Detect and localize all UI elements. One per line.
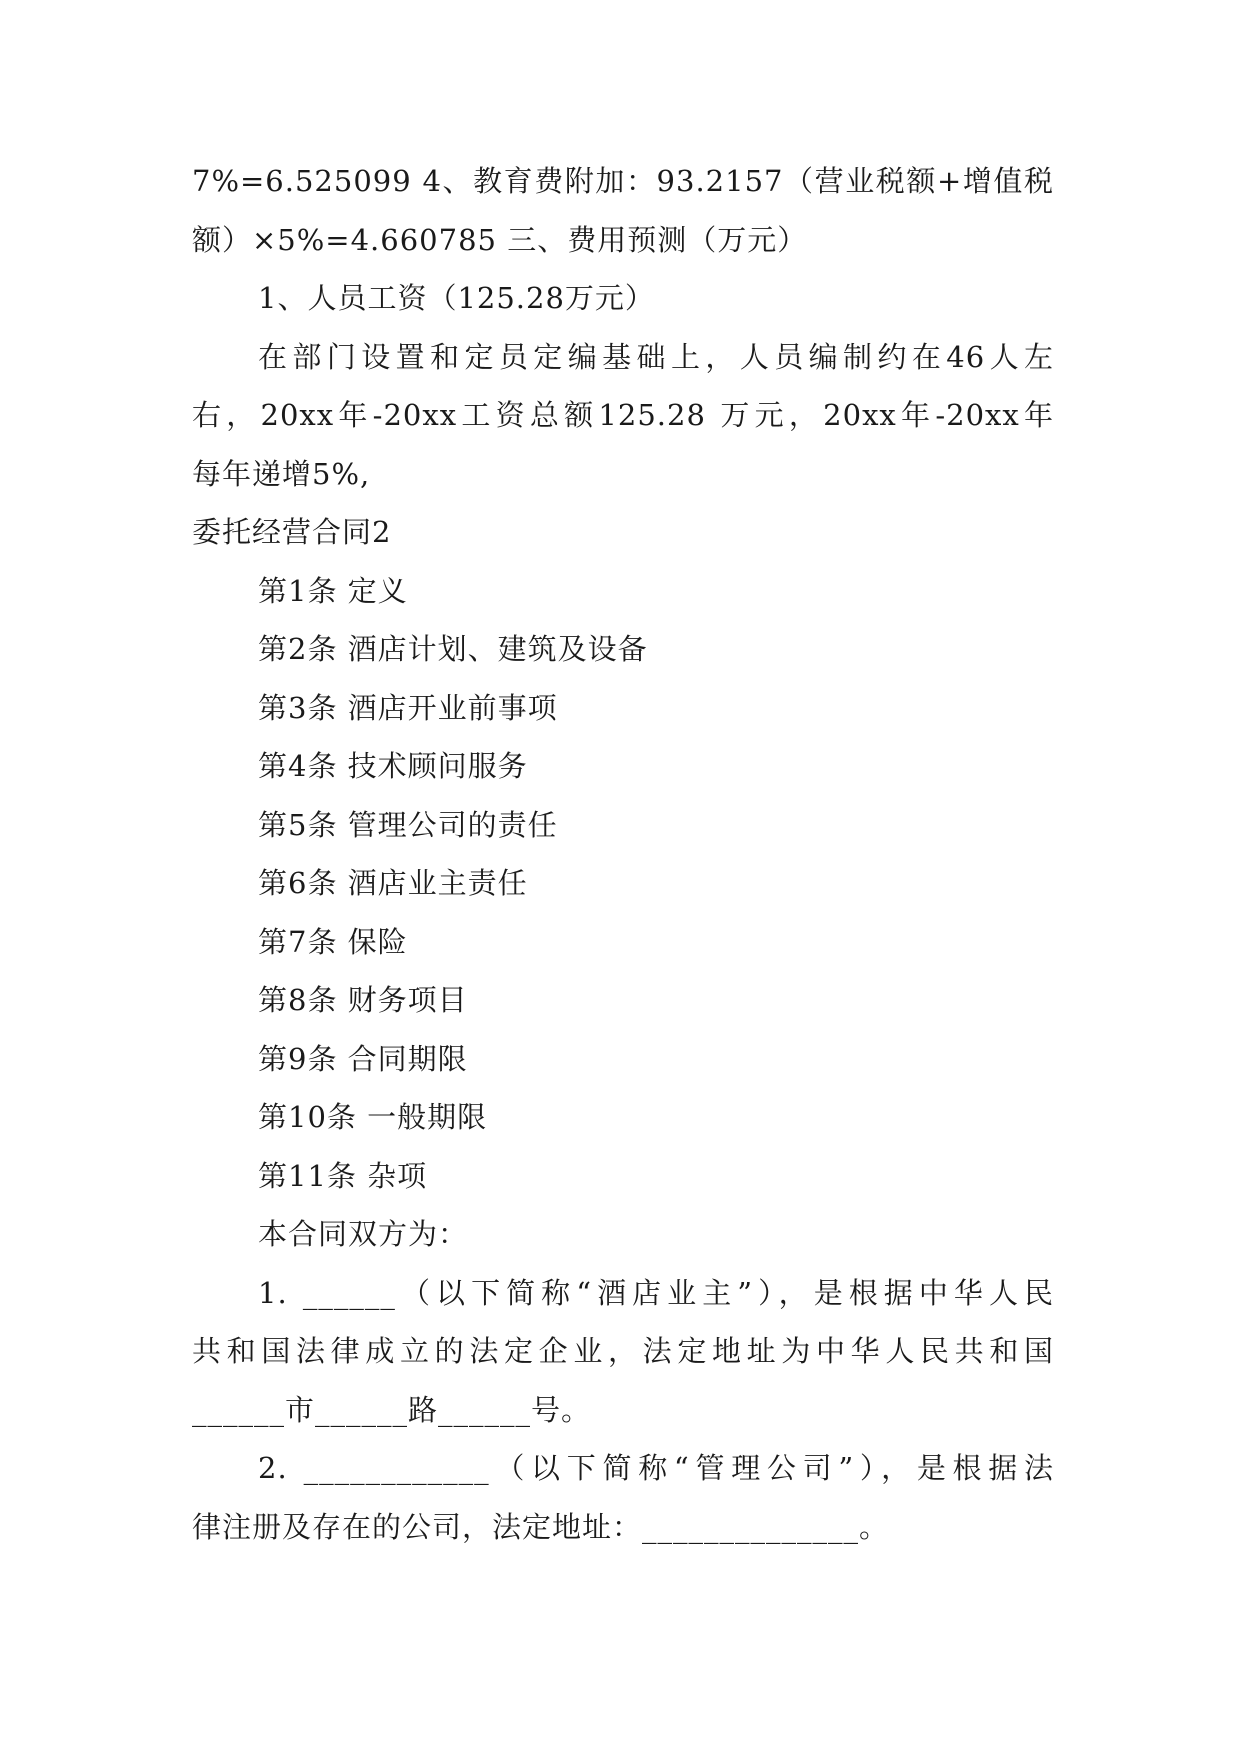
toc-item: 第6条 酒店业主责任 bbox=[258, 866, 528, 900]
toc-item: 第9条 合同期限 bbox=[258, 1041, 468, 1076]
toc-item: 第5条 管理公司的责任 bbox=[258, 807, 558, 842]
section-heading: 1、人员工资（125.28万元） bbox=[258, 281, 655, 315]
paragraph-line: 7%=6.525099 4、教育费附加：93.2157（营业税额+增值税 bbox=[192, 164, 1054, 198]
party-clause-line: 2. ____________（以下简称“管理公司”），是根据法 bbox=[258, 1451, 1054, 1485]
paragraph-line: 本合同双方为： bbox=[258, 1217, 469, 1251]
party-clause-line: ______市______路______号。 bbox=[192, 1392, 592, 1427]
toc-item: 第4条 技术顾问服务 bbox=[258, 749, 528, 783]
party-clause-line: 1. ______（以下简称“酒店业主”），是根据中华人民 bbox=[258, 1275, 1054, 1310]
toc-item: 第3条 酒店开业前事项 bbox=[258, 690, 558, 725]
toc-item: 第10条 一般期限 bbox=[258, 1100, 488, 1134]
document-title: 委托经营合同2 bbox=[192, 515, 392, 549]
toc-item: 第7条 保险 bbox=[258, 924, 408, 959]
paragraph-line: 每年递增5%, bbox=[192, 456, 371, 491]
toc-item: 第2条 酒店计划、建筑及设备 bbox=[258, 632, 648, 666]
paragraph-line: 额）×5%=4.660785 三、费用预测（万元） bbox=[192, 222, 808, 257]
toc-item: 第11条 杂项 bbox=[258, 1158, 428, 1193]
paragraph-line: 右，20xx年-20xx工资总额125.28 万元，20xx年-20xx年 bbox=[192, 398, 1054, 432]
party-clause-line: 共和国法律成立的法定企业，法定地址为中华人民共和国 bbox=[192, 1334, 1054, 1368]
party-clause-line: 律注册及存在的公司，法定地址：______________。 bbox=[192, 1509, 890, 1544]
toc-item: 第1条 定义 bbox=[258, 573, 408, 608]
toc-item: 第8条 财务项目 bbox=[258, 983, 468, 1017]
document-page bbox=[192, 152, 1054, 1556]
paragraph-line: 在部门设置和定员定编基础上，人员编制约在46人左 bbox=[258, 339, 1054, 374]
